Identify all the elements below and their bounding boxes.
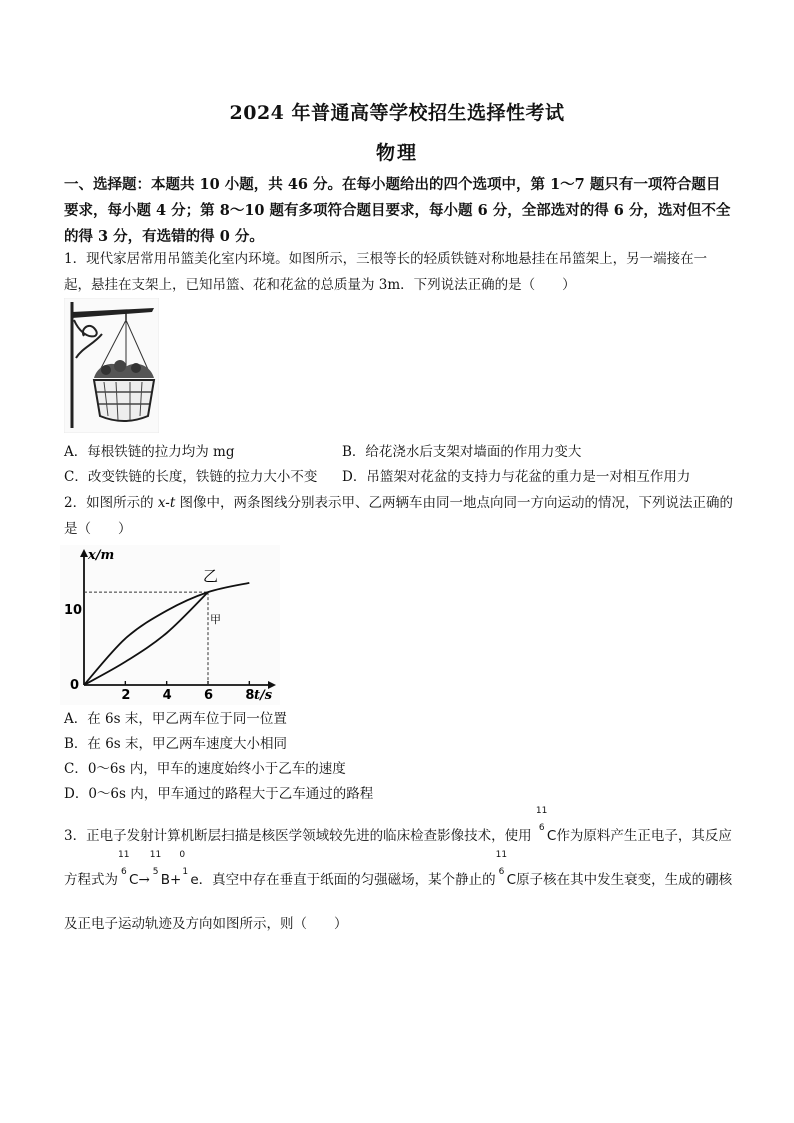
q3-text-1: 3．正电子发射计算机断层扫描是核医学领域较先进的临床检查影像技术，使用 — [64, 828, 532, 844]
origin-label: 0 — [70, 678, 80, 693]
c11-decay-charge: 6 — [498, 867, 505, 877]
nuclide-c11-eq — [118, 850, 139, 902]
c11-charge: 6 — [538, 823, 545, 833]
c11-mass: 11 — [535, 806, 548, 816]
c11-decay-mass: 11 — [495, 850, 508, 860]
x-tick-label: 2 — [121, 688, 131, 703]
x-t-graph — [60, 545, 280, 705]
hanging-basket-figure — [64, 298, 159, 433]
q1-option-a: A．每根铁链的拉力均为 mg — [64, 444, 235, 460]
e-symbol: e — [190, 872, 199, 888]
reaction-arrow: → — [138, 872, 150, 888]
q2-stem-part-b: 图像中，两条图线分别表示甲、乙两辆车由同一地点向同一方向运动的情况，下列说法正确的是（ ） — [64, 495, 734, 537]
reaction-plus: + — [170, 872, 182, 888]
b11-mass: 11 — [149, 850, 162, 860]
c11-decay-symbol: C — [506, 872, 517, 888]
e-charge: 1 — [182, 867, 189, 877]
question-1-stem: 1．现代家居常用吊篮美化室内环境。如图所示，三根等长的轻质铁链对称地悬挂在吊篮架上，另一端接在一起，悬挂在支架上，已知吊篮、花和花盆的总质量为 3m．下列说法正确的是（ ） — [64, 251, 708, 293]
x-tick-label: 4 — [162, 688, 172, 703]
nuclide-b11 — [149, 850, 171, 902]
x-axis-label: t/s — [254, 688, 273, 703]
q2-stem-part-a: 2．如图所示的 — [64, 495, 158, 511]
exam-title: 2024 年普通高等学校招生选择性考试 — [229, 102, 565, 124]
question-3-stem — [64, 806, 734, 946]
nuclide-c11-decay — [495, 850, 517, 902]
b11-charge: 5 — [152, 867, 159, 877]
q1-option-d: D．吊篮架对花盆的支持力与花盆的重力是一对相互作用力 — [342, 469, 691, 485]
nuclide-positron — [179, 850, 199, 902]
c11-eq-mass: 11 — [118, 850, 130, 860]
e-mass: 0 — [179, 850, 186, 860]
y-tick-10: 10 — [64, 603, 83, 618]
label-yi: 乙 — [203, 567, 219, 585]
q3-text-4: 原子核在其中发生衰变，生成的硼核及正电子运动轨迹及方向如图所示，则（ ） — [64, 872, 733, 932]
q2-option-a: A．在 6s 末，甲乙两车位于同一位置 — [64, 711, 287, 727]
q1-option-b: B．给花浇水后支架对墙面的作用力变大 — [342, 444, 582, 460]
c11-eq-charge: 6 — [121, 867, 127, 877]
q2-stem-variable: x-t — [157, 495, 176, 511]
q3-text-3: ．真空中存在垂直于纸面的匀强磁场，某个静止的 — [198, 872, 496, 888]
question-2-stem — [64, 490, 734, 542]
q3-text-2: 作为原料产生正电子，其反应方程式为 — [64, 828, 732, 888]
subject-title: 物理 — [375, 142, 418, 164]
q1-option-c: C．改变铁链的长度，铁链的拉力大小不变 — [64, 469, 318, 485]
c11-symbol: C — [546, 828, 557, 844]
c11-eq-symbol: C — [129, 872, 139, 888]
x-tick-label: 6 — [204, 688, 214, 703]
x-tick-label: 8 — [245, 688, 255, 703]
label-jia: 甲 — [210, 613, 221, 626]
q2-option-d: D．0～6s 内，甲车通过的路程大于乙车通过的路程 — [64, 786, 374, 802]
q2-option-b: B．在 6s 末，甲乙两车速度大小相同 — [64, 736, 288, 752]
b11-symbol: B — [160, 872, 171, 888]
y-axis-label: x/m — [88, 548, 115, 563]
q2-option-c: C．0～6s 内，甲车的速度始终小于乙车的速度 — [64, 761, 346, 777]
section-instructions: 一、选择题：本题共 10 小题，共 46 分。在每小题给出的四个选项中，第 1～7 题只有一项符合题目要求，每小题 4 分；第 8～10 题有多项符合题目要求，每小题 6 分，全部选对的得 6 分，选对但不全的得 3 分，有选错的得 0 分。 — [64, 176, 731, 245]
nuclide-c11 — [535, 806, 557, 858]
